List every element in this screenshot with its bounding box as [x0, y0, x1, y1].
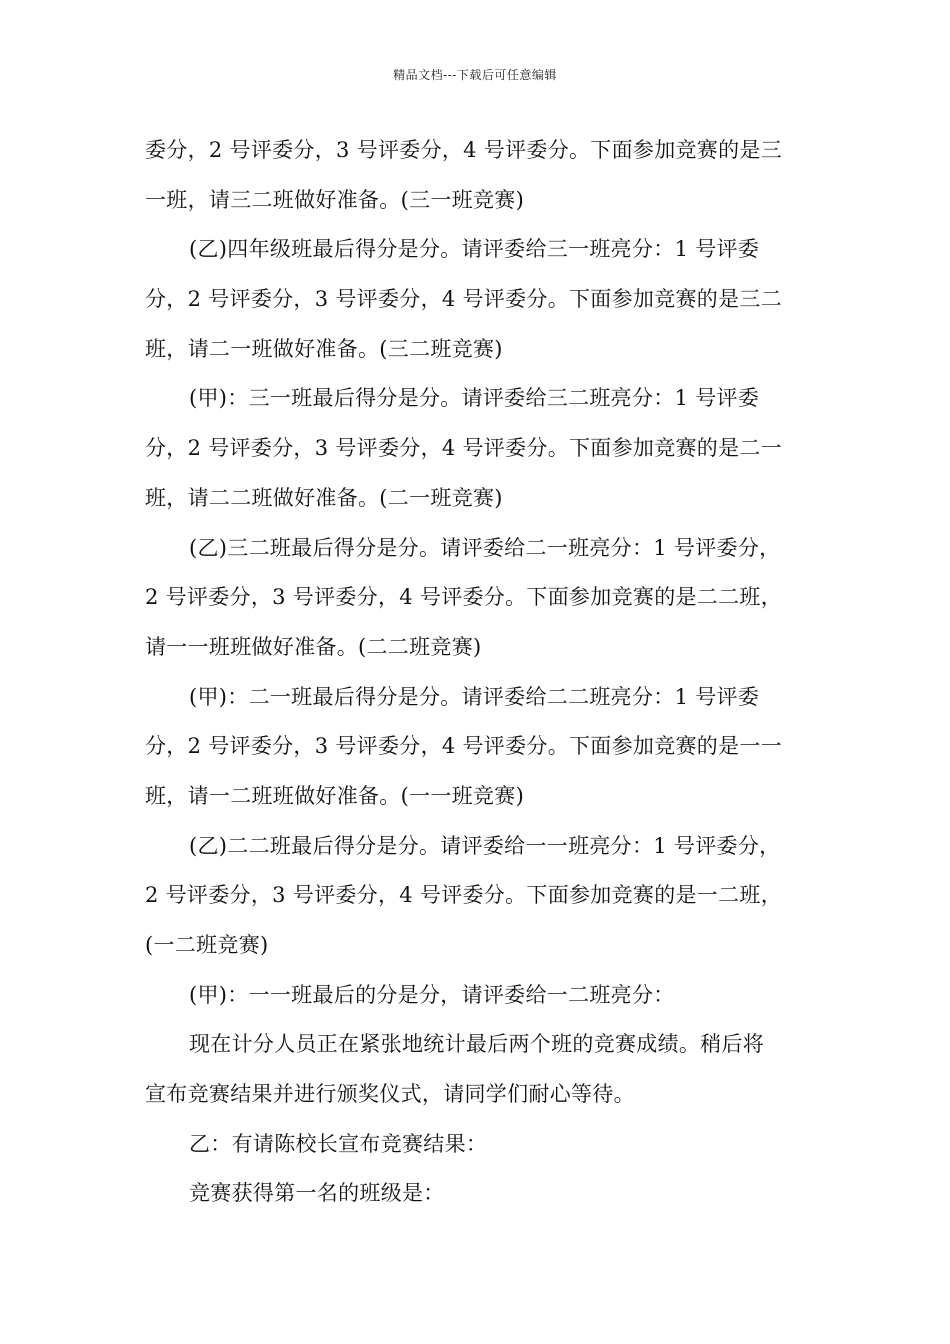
text-line: 乙：有请陈校长宣布竞赛结果：	[189, 1131, 488, 1156]
text-line: 2 号评委分，3 号评委分，4 号评委分。下面参加竞赛的是一二班，	[145, 883, 783, 908]
text-line: (乙)二二班最后得分是分。请评委给一一班亮分：1 号评委分，	[189, 833, 781, 858]
text-line: 现在计分人员正在紧张地统计最后两个班的竞赛成绩。稍后将	[189, 1032, 765, 1057]
text-line: 班，请一二班班做好准备。(一一班竞赛)	[145, 783, 525, 808]
text-line: 竞赛获得第一名的班级是：	[189, 1181, 445, 1206]
text-line: 分，2 号评委分，3 号评委分，4 号评委分。下面参加竞赛的是二一	[145, 436, 783, 461]
text-line: (乙)四年级班最后得分是分。请评委给三一班亮分：1 号评委	[189, 237, 760, 262]
text-line: (甲)：一一班最后的分是分，请评委给一二班亮分：	[189, 982, 675, 1007]
text-line: 班，请二一班做好准备。(三二班竞赛)	[145, 336, 503, 361]
text-line: 一班，请三二班做好准备。(三一班竞赛)	[145, 187, 525, 212]
text-line: 2 号评委分，3 号评委分，4 号评委分。下面参加竞赛的是二二班，	[145, 585, 783, 610]
document-body	[145, 126, 825, 1219]
text-line: 班，请二二班做好准备。(二一班竞赛)	[145, 485, 503, 510]
text-line: 请一一班班做好准备。(二二班竞赛)	[145, 634, 482, 659]
text-line: 宣布竞赛结果并进行颁奖仪式，请同学们耐心等待。	[145, 1082, 635, 1107]
page-header: 精品文档---下载后可任意编辑	[393, 68, 557, 82]
text-line: (甲)：二一班最后得分是分。请评委给二二班亮分：1 号评委	[189, 684, 760, 709]
text-line: 分，2 号评委分，3 号评委分，4 号评委分。下面参加竞赛的是三二	[145, 287, 783, 312]
text-line: 委分，2 号评委分，3 号评委分，4 号评委分。下面参加竞赛的是三	[145, 138, 783, 162]
text-line: 分，2 号评委分，3 号评委分，4 号评委分。下面参加竞赛的是一一	[145, 734, 783, 759]
text-line: (甲)：三一班最后得分是分。请评委给三二班亮分：1 号评委	[189, 386, 760, 411]
text-line: (一二班竞赛)	[145, 933, 269, 957]
text-line: (乙)三二班最后得分是分。请评委给二一班亮分：1 号评委分，	[189, 535, 781, 560]
